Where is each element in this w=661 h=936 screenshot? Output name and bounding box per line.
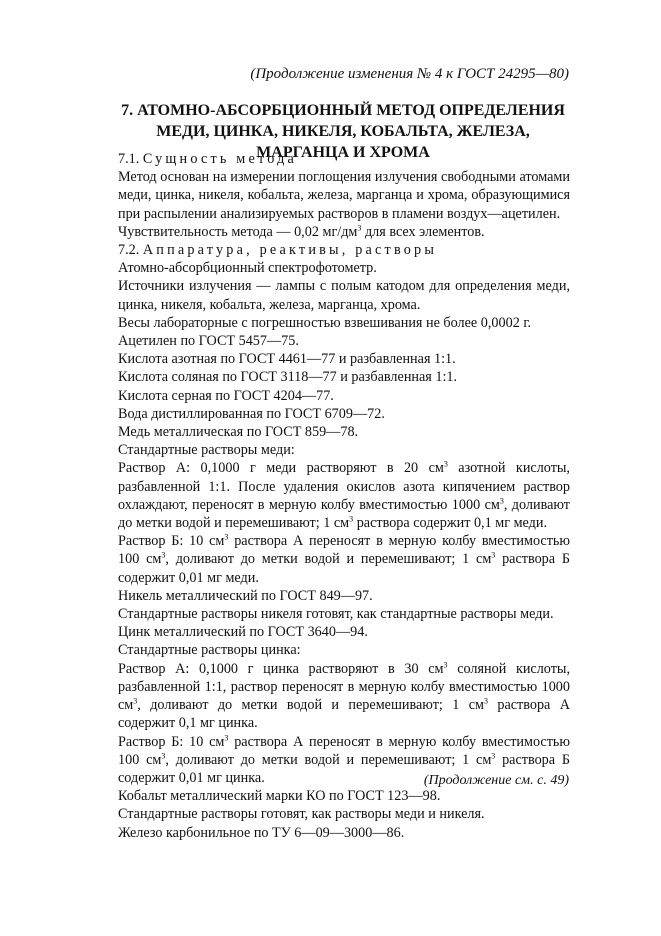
subsection-7-2-heading [118,241,570,259]
superscript: 3 [133,696,138,706]
text-part: раствора Б содержит 0,01 мг меди. [118,551,570,586]
list-item-nickel-standards: Стандартные растворы никеля готовят, как стандартные растворы меди. [118,606,554,623]
text-part: , доливают до метки водой и перемешивают; 1 см [118,496,571,532]
page-footer: (Продолжение см. с. 49) [423,773,569,788]
superscript: 3 [443,459,448,469]
superscript: 3 [161,550,166,560]
list-item-cobalt-standards: Стандартные растворы готовят, как растворы меди и никеля. [118,806,485,823]
subsection-heading-text: Аппаратура, реактивы, растворы [142,242,438,259]
superscript: 3 [443,659,448,669]
copper-solution-a [118,459,570,532]
subsection-number: 7.2. [118,242,140,259]
text-part: Раствор А: 0,1000 г меди растворяют в 20 см [118,460,444,477]
text-part: , доливают до метки водой и перемешивают; 1 см [137,697,484,714]
subsection-number: 7.1. [118,151,140,167]
text-part: раствора Б содержит 0,01 мг цинка. [118,751,570,786]
method-paragraph: Метод основан на измерении поглощения излучения свободными атомами меди, цинка, никеля, кобальта, железа, марганца и хрома, образующимися при распылении анализируемых растворов в пламени воздух—ацетилен. [118,169,570,222]
sensitivity-text: Чувствительность метода — 0,02 мг/дм [118,223,358,240]
text-part: Раствор Б: 10 см [118,533,225,550]
superscript: 3 [491,750,496,760]
superscript: 3 [491,550,496,560]
list-item-copper: Медь металлическая по ГОСТ 859—78. [118,424,359,441]
text-part: раствора А содержит 0,1 мг цинка. [118,697,570,732]
list-item-nickel: Никель металлический по ГОСТ 849—97. [118,587,373,604]
list-item-copper-standards: Стандартные растворы меди: [118,442,295,459]
page-header: (Продолжение изменения № 4 к ГОСТ 24295—80) [250,66,569,82]
list-item-scales: Весы лабораторные с погрешностью взвешивания не более 0,0002 г. [118,314,532,331]
superscript: 3 [224,732,229,742]
list-item-iron: Железо карбонильное по ТУ 6—09—3000—86. [118,824,405,841]
superscript: 3 [499,496,504,506]
text-part: раствора содержит 0,1 мг меди. [353,515,548,532]
text-part: азотной кислоты, разбавленной 1:1. После удаления окислов азота кипячением раствор охлаждают, переносят в мерную колбу вместимостью 1000 см [118,460,570,513]
superscript: 3 [357,223,362,233]
copper-solution-b [118,532,570,587]
list-item-sulfuric-acid: Кислота серная по ГОСТ 4204—77. [118,387,334,404]
text-part: раствора А переносят в мерную колбу вместимостью 100 см [118,733,571,768]
list-item-acetylene: Ацетилен по ГОСТ 5457—75. [118,333,299,350]
list-item-cobalt: Кобальт металлический марки КО по ГОСТ 123—98. [118,788,441,805]
list-item-zinc-standards: Стандартные растворы цинка: [118,642,301,659]
sensitivity-text-end: для всех элементов. [361,223,485,240]
text-part: соляной кислоты, разбавленной 1:1, раствор переносят в мерную колбу вместимостью 1000 см [118,660,570,714]
list-item-sources: Источники излучения — лампы с полым катодом для определения меди, цинка, никеля, кобальта, железа, марганца, хрома. [118,278,570,313]
list-item-hydrochloric-acid: Кислота соляная по ГОСТ 3118—77 и разбавленная 1:1. [118,369,458,386]
superscript: 3 [161,750,166,760]
zinc-solution-a [118,660,570,733]
text-part: раствора А переносят в мерную колбу вместимостью 100 см [118,533,571,568]
text-part: Раствор А: 0,1000 г цинка растворяют в 30 см [118,660,444,677]
text-part: , доливают до метки водой и перемешивают; 1 см [165,551,492,568]
sensitivity-line [118,223,570,241]
text-part: , доливают до метки водой и перемешивают; 1 см [165,751,492,768]
list-item-zinc: Цинк металлический по ГОСТ 3640—94. [118,624,368,641]
subsection-heading-text: Сущность метода [142,151,297,167]
text-part: Раствор Б: 10 см [118,733,225,750]
document-body [118,150,570,842]
subsection-7-1-heading [118,150,570,168]
superscript: 3 [224,532,229,542]
list-item-spectrophotometer: Атомно-абсорбционный спектрофотометр. [118,260,377,277]
superscript: 3 [349,514,354,524]
superscript: 3 [483,696,488,706]
list-item-nitric-acid: Кислота азотная по ГОСТ 4461—77 и разбавленная 1:1. [118,351,456,368]
section-title: 7. АТОМНО-АБСОРБЦИОННЫЙ МЕТОД ОПРЕДЕЛЕНИЯ МЕДИ, ЦИНКА, НИКЕЛЯ, КОБАЛЬТА, ЖЕЛЕЗА, МАРГАНЦА И ХРОМА [121,102,565,161]
list-item-water: Вода дистиллированная по ГОСТ 6709—72. [118,405,385,422]
